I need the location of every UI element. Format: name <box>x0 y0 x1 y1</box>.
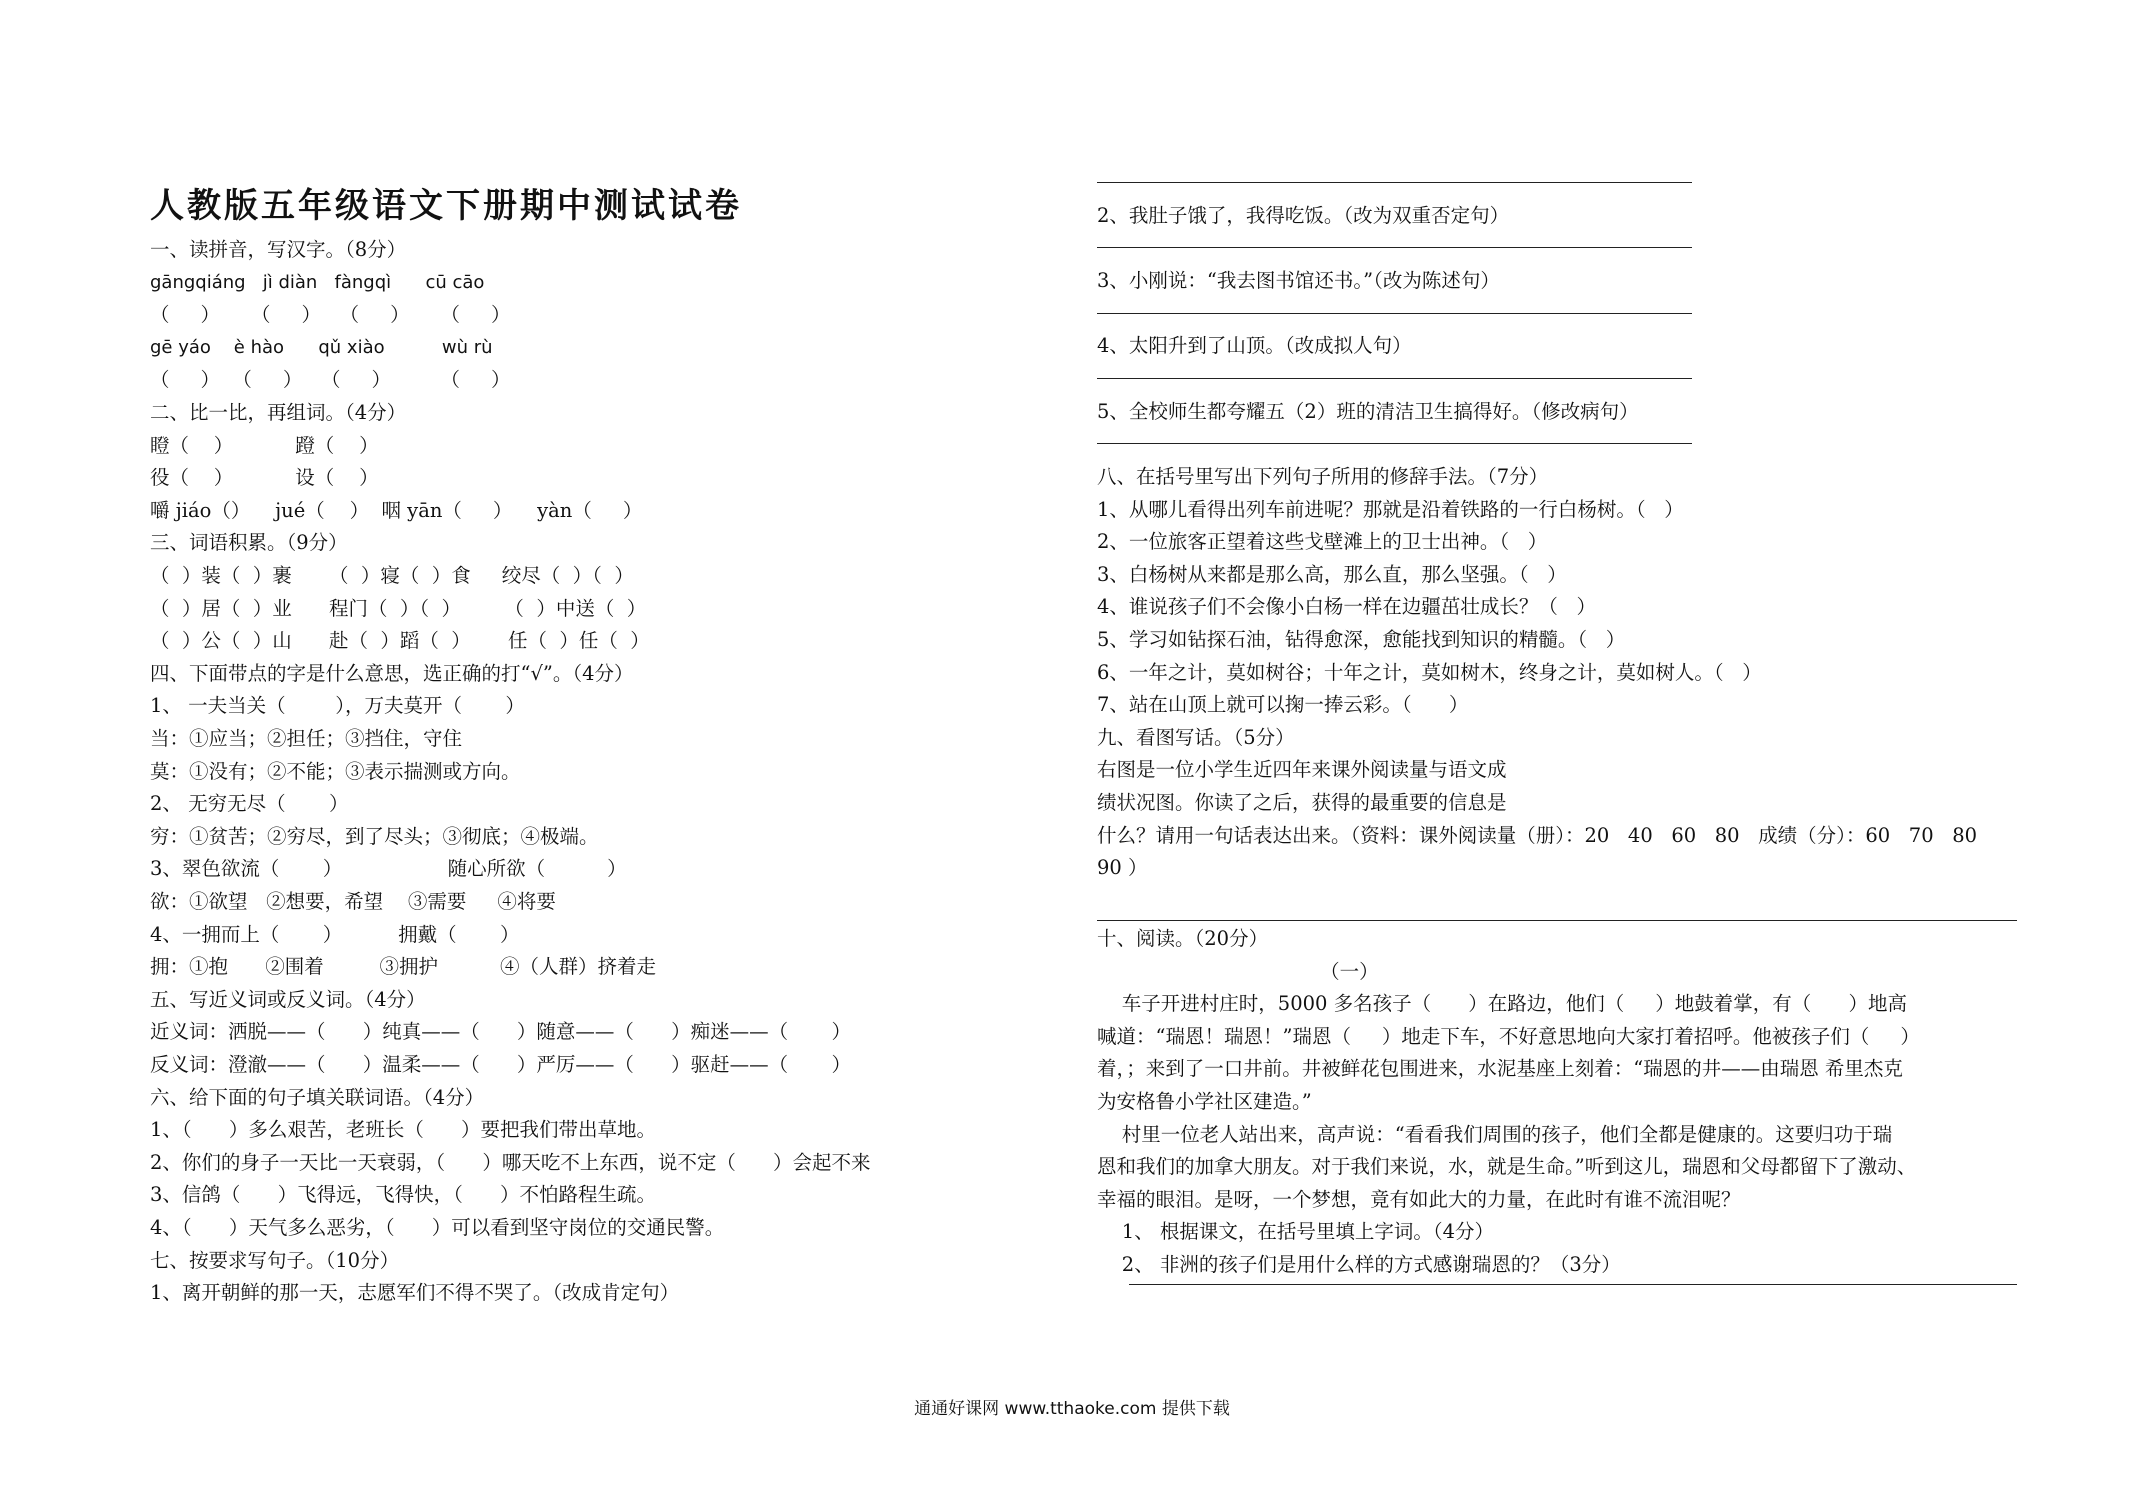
text-line: 3、小刚说：“我去图书馆还书。”（改为陈述句） <box>1097 269 1500 293</box>
text-line: 为安格鲁小学社区建造。” <box>1097 1090 1312 1113</box>
footer-credit: 通通好课网 www.tthaoke.com 提供下载 <box>914 1399 1230 1419</box>
text-line: （ ）公（ ）山 赴（ ）蹈（ ） 任（ ）任（ ） <box>150 629 650 653</box>
text-line: 七、按要求写句子。（10分） <box>150 1248 400 1272</box>
text-line: 村里一位老人站出来，高声说：“看看我们周围的孩子，他们全都是健康的。这要归功于瑞 <box>1097 1122 1893 1146</box>
text-line: 反义词：澄澈——（ ）温柔——（ ）严厉——（ ）驱赶——（ ） <box>150 1053 851 1076</box>
section-divider <box>1097 920 2017 921</box>
text-line: 5、学习如钻探石油，钻得愈深，愈能找到知识的精髓。（ ） <box>1097 628 1626 651</box>
text-line: 二、比一比，再组词。（4分） <box>150 401 407 424</box>
text-line: 九、看图写话。（5分） <box>1097 725 1295 749</box>
text-line: 恩和我们的加拿大朋友。对于我们来说，水，就是生命。”听到这儿，瑞恩和父母都留下了激动、 <box>1097 1155 1917 1179</box>
text-line: gē yáo è hào qǔ xiào wù rù <box>150 336 493 358</box>
text-line: （ ） （ ） （ ） （ ） <box>150 303 511 327</box>
text-line: 近义词：洒脱——（ ）纯真——（ ）随意——（ ）痴迷——（ ） <box>150 1020 851 1044</box>
text-line: 四、下面带点的字是什么意思，选正确的打“√”。（4分） <box>150 661 634 685</box>
text-line: 7、站在山顶上就可以掬一捧云彩。（ ） <box>1097 693 1469 717</box>
text-line: 绩状况图。你读了之后，获得的最重要的信息是 <box>1097 791 1507 814</box>
text-line: 右图是一位小学生近四年来课外阅读量与语文成 <box>1097 758 1507 782</box>
text-line: 4、一拥而上（ ） 拥戴（ ） <box>150 922 520 946</box>
text-line: （一） <box>1097 959 1379 983</box>
text-line: 三、词语积累。（9分） <box>150 531 348 555</box>
text-line: 5、全校师生都夸耀五（2）班的清洁卫生搞得好。（修改病句） <box>1097 399 1639 423</box>
text-line: 1、 根据课文，在括号里填上字词。（4分） <box>1097 1220 1495 1244</box>
text-line: 1、（ ）多么艰苦，老班长（ ）要把我们带出草地。 <box>150 1118 657 1142</box>
text-line: 3、白杨树从来都是那么高，那么直，那么坚强。（ ） <box>1097 562 1567 586</box>
text-line: 一、读拼音，写汉字。（8分） <box>150 238 407 261</box>
text-line: 什么？请用一句话表达出来。（资料：课外阅读量（册）：20 40 60 80 成绩（分）：60 70 80 <box>1097 823 1978 847</box>
text-line: 4、谁说孩子们不会像小白杨一样在边疆茁壮成长？（ ） <box>1097 595 1597 619</box>
text-line: 4、太阳升到了山顶。（改成拟人句） <box>1097 334 1412 358</box>
text-line: 瞪（ ） 蹬（ ） <box>150 433 379 457</box>
text-line: 3、翠色欲流（ ） 随心所欲（ ） <box>150 857 627 881</box>
text-line: 着，；来到了一口井前。井被鲜花包围进来，水泥基座上刻着：“瑞恩的井——由瑞恩 希里杰克 <box>1097 1057 1903 1081</box>
text-line: 2、 无穷无尽（ ） <box>150 792 349 816</box>
answer-line <box>1097 313 1692 314</box>
text-line: 2、 非洲的孩子们是用什么样的方式感谢瑞恩的？（3分） <box>1097 1253 1621 1276</box>
text-line: 八、在括号里写出下列句子所用的修辞手法。（7分） <box>1097 465 1549 488</box>
text-line: gāngqiáng jì diàn fàngqì cū cāo <box>150 271 485 293</box>
answer-line <box>1097 182 1692 183</box>
text-line: 喊道：“瑞恩！瑞恩！”瑞恩（ ）地走下车，不好意思地向大家打着招呼。他被孩子们（ ） <box>1097 1024 1920 1048</box>
page-title: 人教版五年级语文下册期中测试试卷 <box>150 186 742 226</box>
text-line: 4、（ ）天气多么恶劣，（ ）可以看到坚守岗位的交通民警。 <box>150 1216 725 1239</box>
text-line: 莫：①没有；②不能；③表示揣测或方向。 <box>150 759 521 783</box>
text-line: 1、从哪儿看得出列车前进呢？那就是沿着铁路的一行白杨树。（ ） <box>1097 497 1684 521</box>
answer-line-bottom <box>1129 1284 2017 1285</box>
answer-line <box>1097 247 1692 248</box>
text-line: 役（ ） 设（ ） <box>150 466 379 490</box>
text-line: （ ） （ ） （ ） （ ） <box>150 368 511 392</box>
text-line: 六、给下面的句子填关联词语。（4分） <box>150 1085 485 1109</box>
text-line: 1、离开朝鲜的那一天，志愿军们不得不哭了。（改成肯定句） <box>150 1281 680 1305</box>
answer-line <box>1097 443 1692 444</box>
text-line: 车子开进村庄时，5000 多名孩子（ ）在路边，他们（ ）地鼓着掌，有（ ）地高 <box>1097 992 1907 1016</box>
text-line: （ ）装（ ）裹 （ ）寝（ ）食 绞尽（ ）（ ） <box>150 564 634 587</box>
text-line: 穷：①贫苦；②穷尽，到了尽头；③彻底；④极端。 <box>150 824 599 848</box>
text-line: 十、阅读。（20分） <box>1097 927 1269 950</box>
text-line: 五、写近义词或反义词。（4分） <box>150 987 426 1011</box>
text-line: 2、一位旅客正望着这些戈壁滩上的卫士出神。（ ） <box>1097 530 1548 554</box>
text-line: 拥：①抱 ②围着 ③拥护 ④（人群）挤着走 <box>150 955 656 979</box>
text-line: 幸福的眼泪。是呀，一个梦想，竟有如此大的力量，在此时有谁不流泪呢？ <box>1097 1187 1741 1211</box>
text-line: 1、 一夫当关（ ），万夫莫开（ ） <box>150 694 525 718</box>
text-line: 6、一年之计，莫如树谷；十年之计，莫如树木，终身之计，莫如树人。（ ） <box>1097 660 1762 684</box>
text-line: 嚼 jiáo（） jué（ ） 咽 yān（ ） yàn（ ） <box>150 498 643 522</box>
text-line: 2、我肚子饿了，我得吃饭。（改为双重否定句） <box>1097 204 1510 227</box>
text-line: 当：①应当；②担任；③挡住，守住 <box>150 727 463 750</box>
text-line: （ ）居（ ）业 程门（ ）（ ） （ ）中送（ ） <box>150 596 647 620</box>
answer-line <box>1097 378 1692 379</box>
text-line: 3、信鸽（ ）飞得远，飞得快，（ ）不怕路程生疏。 <box>150 1183 657 1207</box>
text-line: 2、你们的身子一天比一天衰弱，（ ）哪天吃不上东西，说不定（ ）会起不来 <box>150 1150 871 1174</box>
text-line: 欲：①欲望 ②想要，希望 ③需要 ④将要 <box>150 890 556 913</box>
text-line: 90 ） <box>1097 856 1148 880</box>
